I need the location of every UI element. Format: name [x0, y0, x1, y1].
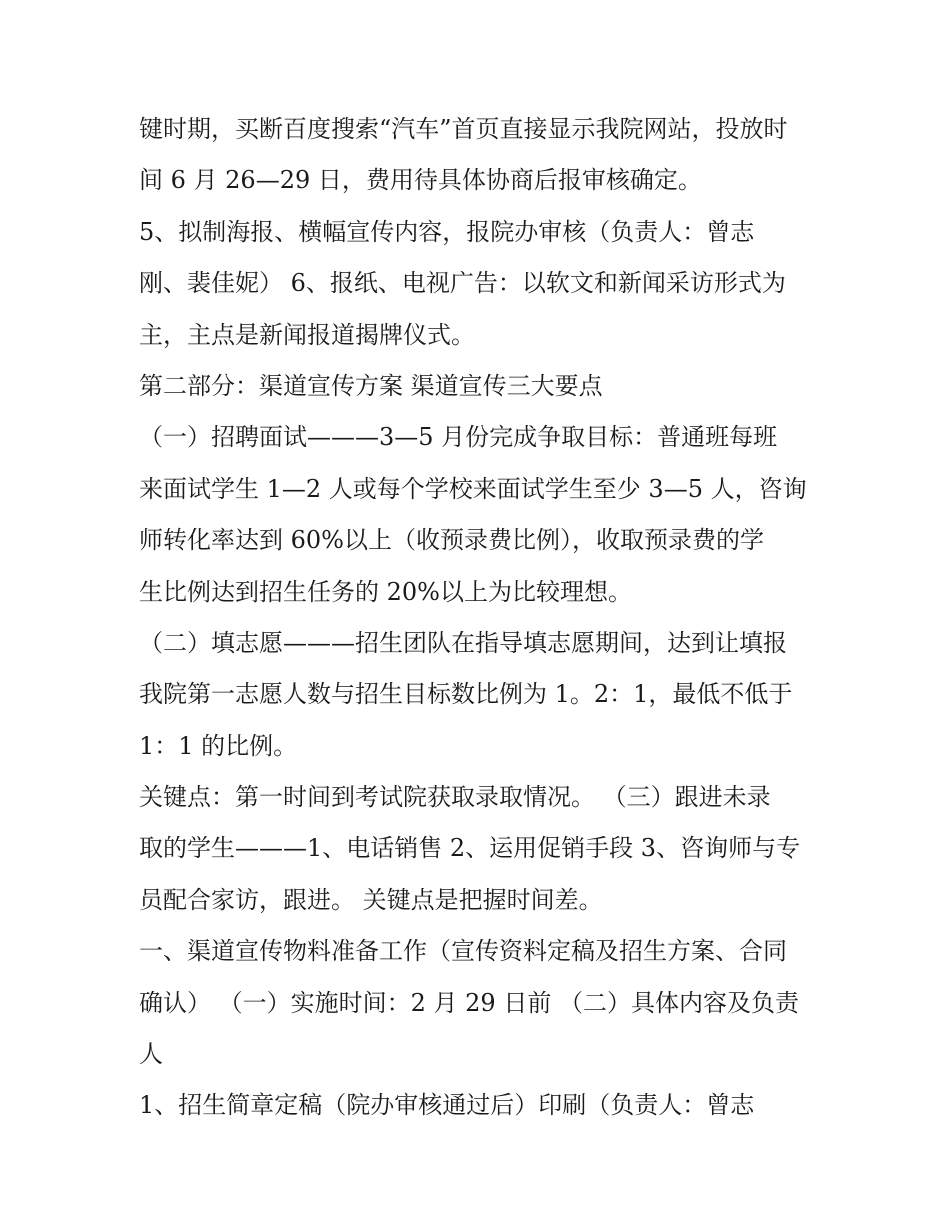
- text-line: 生比例达到招生任务的 20%以上为比较理想。: [139, 577, 632, 606]
- text-line: 人: [139, 1040, 163, 1069]
- text-line: 5、拟制海报、横幅宣传内容，报院办审核（负责人：曾志: [139, 217, 755, 246]
- text-line: （一）招聘面试———3—5 月份完成争取目标：普通班每班: [139, 423, 778, 452]
- text-line: 键时期，买断百度搜索“汽车”首页直接显示我院网站，投放时: [139, 115, 788, 143]
- text-line: （二）填志愿———招生团队在指导填志愿期间，达到让填报: [139, 628, 787, 657]
- text-line: 员配合家访，跟进。 关键点是把握时间差。: [139, 885, 603, 914]
- text-line: 确认） （一）实施时间：2 月 29 日前 （二）具体内容及负责: [139, 988, 799, 1017]
- text-line: 我院第一志愿人数与招生目标数比例为 1。2：1，最低不低于: [139, 680, 793, 709]
- text-line: 间 6 月 26—29 日，费用待具体协商后报审核确定。: [139, 166, 702, 195]
- text-line: 主，主点是新闻报道揭牌仪式。: [139, 320, 475, 349]
- text-line: 关键点：第一时间到考试院获取录取情况。 （三）跟进未录: [139, 783, 771, 812]
- text-line: 1：1 的比例。: [139, 731, 298, 760]
- text-line: 1、招生简章定稿（院办审核通过后）印刷（负责人：曾志: [139, 1091, 755, 1120]
- text-line: 一、渠道宣传物料准备工作（宣传资料定稿及招生方案、合同: [139, 937, 787, 966]
- text-line: 刚、裴佳妮） 6、报纸、电视广告：以软文和新闻采访形式为: [139, 269, 786, 298]
- document-body: [139, 104, 829, 1132]
- text-line: 师转化率达到 60%以上（收预录费比例），收取预录费的学: [139, 526, 764, 555]
- text-line: 取的学生———1、电话销售 2、运用促销手段 3、咨询师与专: [139, 834, 801, 863]
- section-heading: 第二部分：渠道宣传方案 渠道宣传三大要点: [139, 371, 603, 400]
- text-line: 来面试学生 1—2 人或每个学校来面试学生至少 3—5 人，咨询: [139, 474, 807, 503]
